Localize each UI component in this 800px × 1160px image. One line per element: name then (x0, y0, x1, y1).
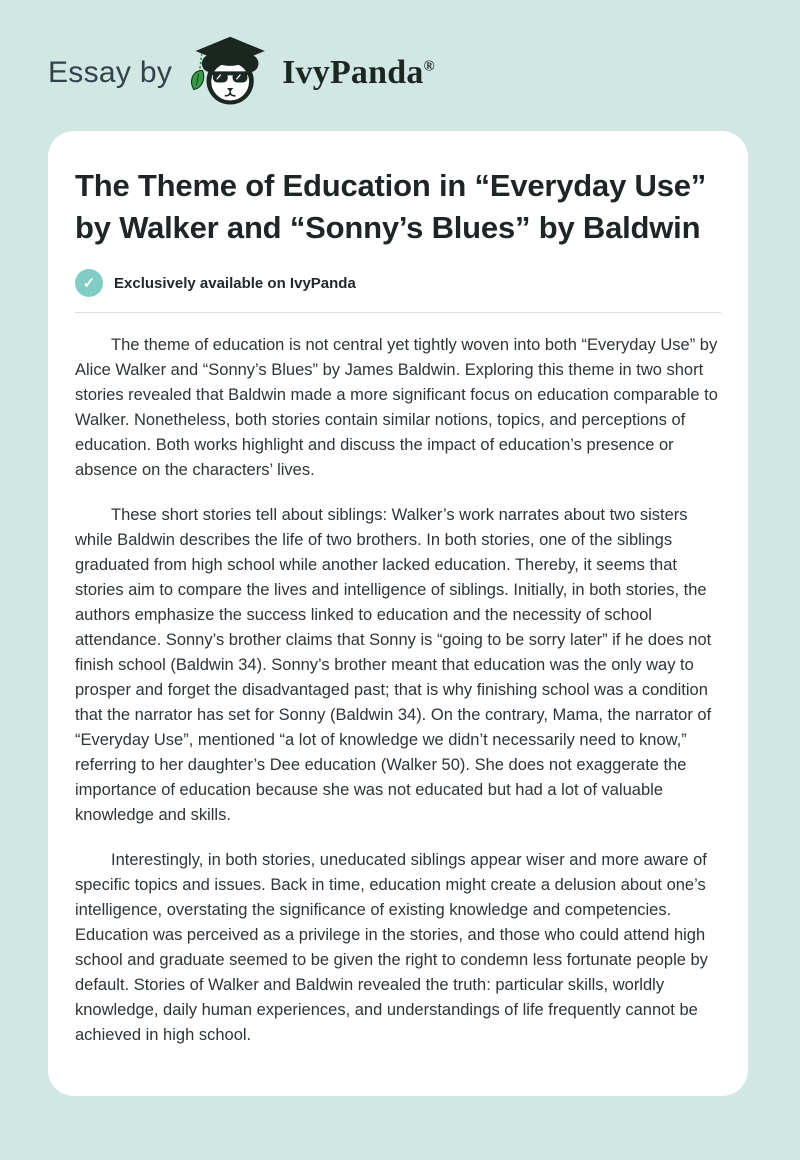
divider (75, 312, 721, 313)
brand-wordmark (282, 54, 435, 92)
ivypanda-panda-logo-icon (185, 35, 269, 111)
availability-badge (75, 269, 721, 297)
brand-text: IvyPanda (282, 54, 424, 91)
registered-trademark-mark: ® (423, 58, 435, 75)
availability-text: Exclusively available on IvyPanda (114, 274, 356, 292)
essay-by-label: Essay by (48, 56, 173, 89)
essay-paragraph-1: The theme of education is not central yet tightly woven into both “Everyday Use” by Alice Walker and “Sonny’s Blues” by James Baldwin. Exploring this theme in two short stories revealed that Baldwin made a more significant focus on education comparable to Walker. Nonetheless, both stories contain similar notions, topics, and perceptions of education. Both works highlight and discuss the impact of education’s presence or absence on the characters’ lives. (75, 336, 718, 479)
essay-paragraph-2: These short stories tell about siblings: Walker’s work narrates about two sisters while Baldwin describes the life of two brothers. In both stories, one of the siblings graduated from high school while another lacked education. Thereby, it seems that stories aim to compare the lives and intelligence of siblings. Initially, in both stories, the authors emphasize the success linked to education and the necessity of school attendance. Sonny’s brother claims that Sonny is “going to be sorry later” if he does not finish school (Baldwin 34). Sonny’s brother meant that education was the only way to prosper and forget the disadvantaged past; that is why finishing school was a condition that the narrator has set for Sonny (Baldwin 34). On the contrary, Mama, the narrator of “Everyday Use”, mentioned “a lot of knowledge we didn’t necessarily need to know,” referring to her daughter’s Dee education (Walker 50). She does not exaggerate the importance of education because she was not educated but had a lot of valuable knowledge and skills. (75, 506, 712, 824)
check-icon: ✓ (75, 269, 103, 297)
essay-paragraph-3: Interestingly, in both stories, uneducated siblings appear wiser and more aware of specific topics and issues. Back in time, education might create a delusion about one’s intelligence, overstating the significance of existing knowledge and competencies. Education was perceived as a privilege in the stories, and those who could attend high school and graduate seemed to be given the right to condemn less fortunate people by default. Stories of Walker and Baldwin revealed the truth: particular skills, worldly knowledge, daily human experiences, and understandings of life frequently cannot be achieved in high school. (75, 851, 708, 1044)
essay-card (48, 131, 748, 1096)
essay-title: The Theme of Education in “Everyday Use” by Walker and “Sonny’s Blues” by Baldwin (75, 168, 707, 245)
site-header (0, 0, 800, 112)
